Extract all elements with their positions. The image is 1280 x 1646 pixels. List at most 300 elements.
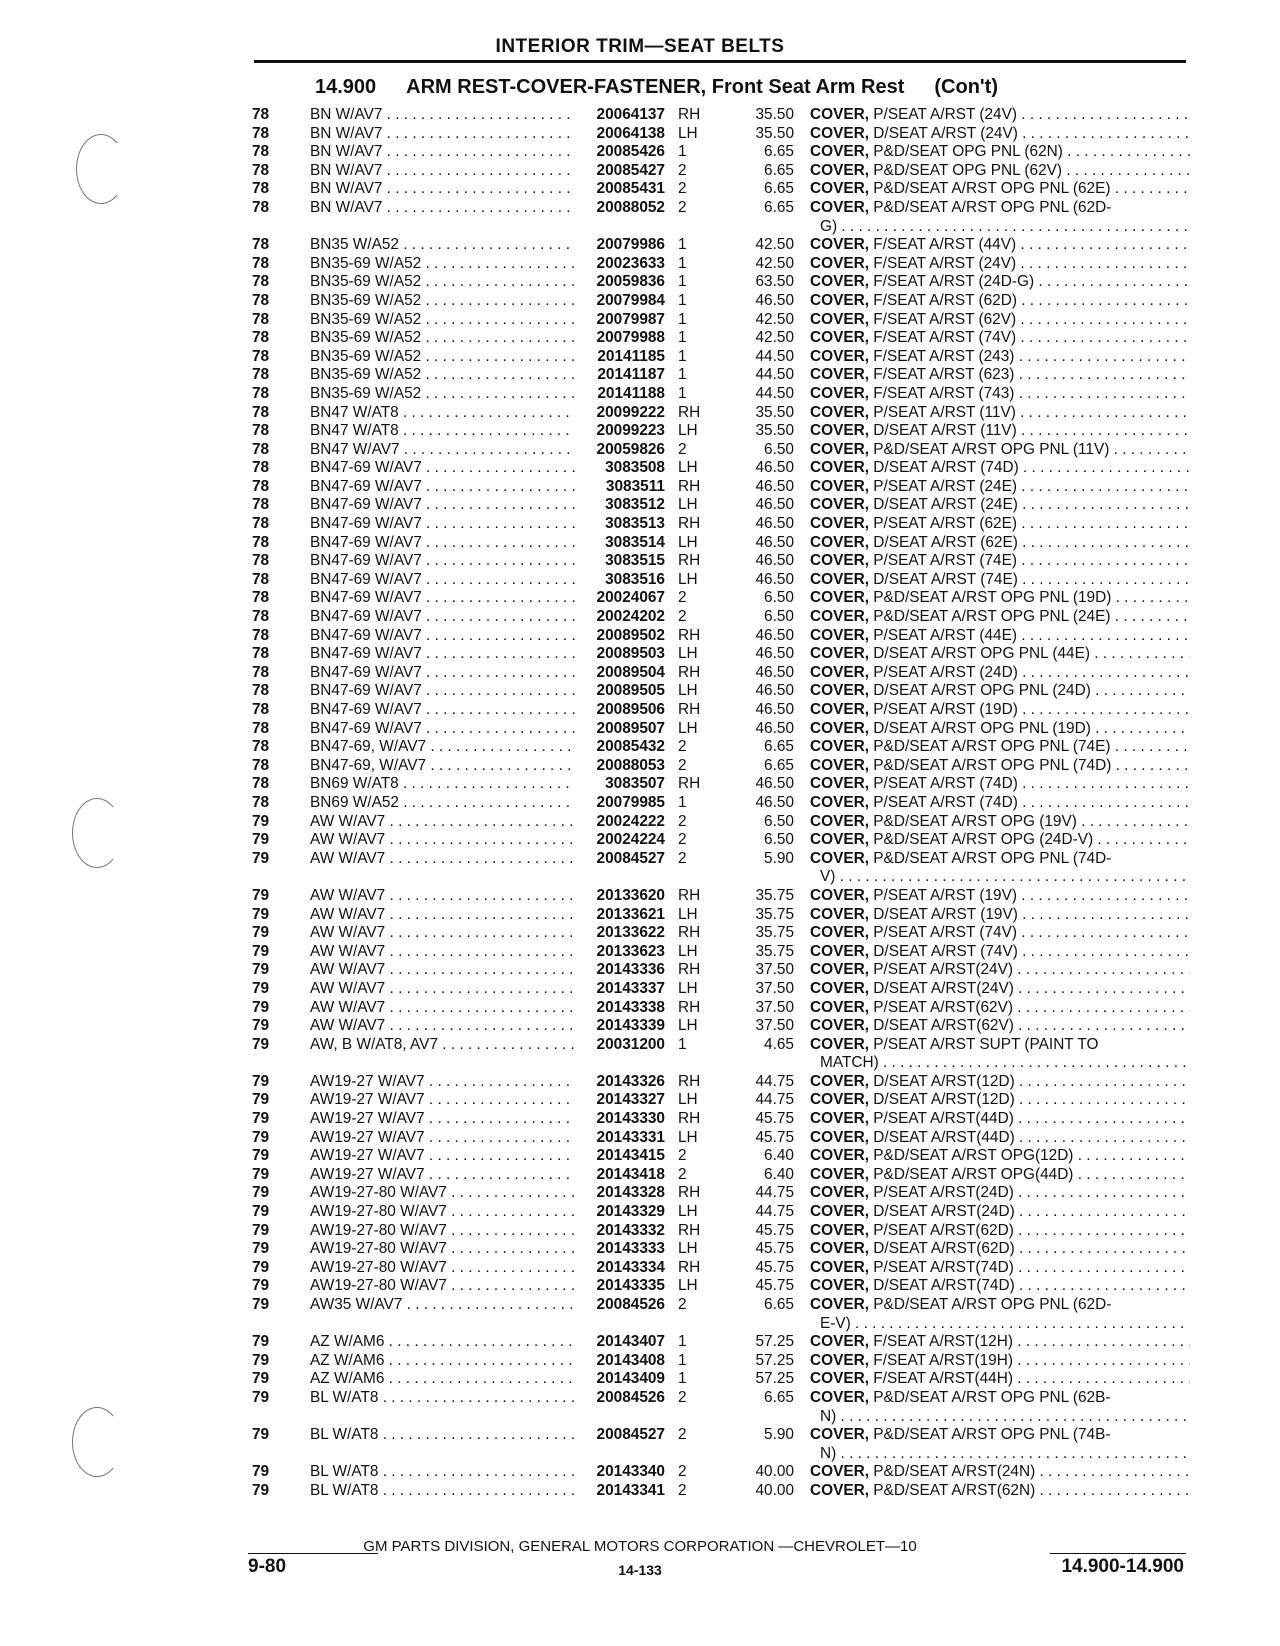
group-number-text: 78 — [252, 738, 270, 756]
price — [712, 1426, 794, 1445]
part-number-text: 20099222 — [596, 403, 665, 421]
description-noun: COVER, — [810, 682, 870, 700]
group-number-text: 79 — [252, 961, 270, 979]
part-number-text: 20143341 — [596, 1481, 665, 1499]
group-number — [252, 701, 292, 720]
price-text: 44.50 — [755, 384, 794, 402]
description-text: D/SEAT A/RST(44D) — [873, 1128, 1015, 1146]
price — [712, 943, 794, 962]
table-row — [250, 1426, 1190, 1445]
description-noun: COVER, — [810, 961, 870, 979]
part-number-text: 20141187 — [597, 366, 665, 384]
description — [810, 292, 1190, 311]
quantity — [678, 273, 708, 292]
group-number-text: 78 — [252, 273, 270, 291]
price — [712, 441, 794, 460]
part-number-text: 20023633 — [596, 254, 665, 272]
price-text: 46.50 — [755, 775, 794, 793]
model-application-text: AW19-27 W/AV7 — [310, 1165, 425, 1183]
quantity-text: LH — [678, 979, 698, 997]
group-number — [252, 608, 292, 627]
price-text: 6.65 — [764, 198, 794, 216]
description-text: D/SEAT A/RST(24V) — [873, 979, 1014, 997]
price-text: 40.00 — [755, 1481, 794, 1499]
description-text: P&D/SEAT A/RST OPG(12D) — [873, 1147, 1074, 1165]
description — [810, 552, 1190, 571]
table-row — [250, 701, 1190, 720]
table-row — [250, 143, 1190, 162]
quantity-text: 2 — [678, 756, 687, 774]
group-number — [252, 106, 292, 125]
price — [712, 1482, 794, 1501]
quantity — [678, 106, 708, 125]
group-number-text: 79 — [252, 942, 270, 960]
description — [810, 1017, 1190, 1036]
group-number — [252, 1184, 292, 1203]
group-number-text: 78 — [252, 198, 270, 216]
description-text: P&D/SEAT A/RST OPG PNL (24E) — [873, 608, 1111, 626]
description-text: P/SEAT A/RST (19D) — [873, 701, 1018, 718]
price — [712, 720, 794, 739]
part-number-text: 3083516 — [605, 570, 665, 588]
description-continuation — [820, 218, 1190, 237]
description — [810, 422, 1190, 441]
group-number-text: 79 — [252, 1296, 270, 1313]
group-number-text: 79 — [252, 1463, 270, 1481]
quantity-text: RH — [678, 998, 701, 1016]
page-header-title: INTERIOR TRIM—SEAT BELTS — [495, 36, 785, 57]
table-row — [250, 552, 1190, 571]
quantity-text: LH — [678, 570, 698, 588]
quantity-text: LH — [678, 645, 698, 663]
group-number — [252, 831, 292, 850]
price-text: 35.75 — [755, 942, 794, 960]
description-noun: COVER, — [810, 161, 870, 179]
description-noun: COVER, — [810, 347, 870, 365]
price-text: 46.50 — [755, 496, 794, 514]
description — [810, 1091, 1190, 1110]
part-number-text: 20089502 — [596, 626, 665, 644]
price — [712, 1259, 794, 1278]
description-noun: COVER, — [810, 905, 870, 923]
description-noun: COVER, — [810, 1240, 870, 1258]
quantity — [678, 496, 708, 515]
description-text: D/SEAT A/RST OPG PNL (44E) — [873, 645, 1090, 663]
description-text: P/SEAT A/RST(62V) — [873, 998, 1013, 1016]
quantity — [678, 311, 708, 330]
part-number — [575, 1240, 665, 1259]
group-number — [252, 1277, 292, 1296]
price-text: 45.75 — [755, 1110, 794, 1128]
group-number — [252, 813, 292, 832]
description-noun: COVER, — [810, 775, 870, 793]
quantity-text: LH — [678, 1203, 698, 1221]
part-number — [575, 1184, 665, 1203]
group-number-text: 79 — [252, 1110, 270, 1128]
price — [712, 125, 794, 144]
group-number — [252, 180, 292, 199]
model-application-text: AW W/AV7 — [310, 924, 386, 942]
description-noun: COVER, — [810, 589, 870, 607]
part-number-text: 3083515 — [605, 552, 665, 570]
group-number-text: 78 — [252, 589, 270, 607]
table-row — [250, 794, 1190, 813]
group-number-text: 79 — [252, 1035, 270, 1053]
price-text: 45.75 — [755, 1221, 794, 1239]
quantity — [678, 236, 708, 255]
description-noun: COVER, — [810, 1165, 870, 1183]
quantity — [678, 850, 708, 869]
group-number — [252, 255, 292, 274]
quantity-text: RH — [678, 886, 701, 904]
quantity — [678, 961, 708, 980]
model-application-text: BN47-69 W/AV7 — [310, 533, 422, 551]
quantity-text: RH — [678, 477, 701, 495]
model-application-text: BN69 W/A52 — [310, 793, 399, 811]
price — [712, 999, 794, 1018]
description — [810, 162, 1190, 181]
quantity-text: RH — [678, 775, 701, 793]
price-text: 6.65 — [764, 161, 794, 179]
table-row — [250, 1296, 1190, 1315]
table-row-continuation — [250, 1054, 1190, 1073]
group-number — [252, 125, 292, 144]
group-number-text: 78 — [252, 422, 270, 440]
description-text: F/SEAT A/RST(12H) — [873, 1333, 1013, 1351]
group-number-text: 79 — [252, 886, 270, 904]
part-number-text: 20084527 — [596, 1426, 665, 1444]
description — [810, 1426, 1190, 1445]
part-number — [575, 162, 665, 181]
model-application-text: AW19-27-80 W/AV7 — [310, 1277, 447, 1295]
part-number-text: 20143418 — [596, 1165, 665, 1183]
part-number — [575, 143, 665, 162]
price-text: 44.75 — [755, 1091, 794, 1109]
part-number — [575, 701, 665, 720]
price-text: 6.65 — [764, 756, 794, 774]
model-application-text: BN47-69 W/AV7 — [310, 570, 422, 588]
description-continuation-text: MATCH) — [820, 1054, 879, 1072]
price — [712, 552, 794, 571]
part-number — [575, 571, 665, 590]
table-row — [250, 366, 1190, 385]
model-application-text: BN W/AV7 — [310, 198, 383, 216]
group-number — [252, 906, 292, 925]
part-number — [575, 1296, 665, 1315]
quantity — [678, 1073, 708, 1092]
table-row — [250, 775, 1190, 794]
model-application-text: BN47-69 W/AV7 — [310, 701, 422, 718]
quantity-text: 1 — [678, 793, 687, 811]
quantity-text: 2 — [678, 738, 687, 756]
part-number — [575, 404, 665, 423]
part-number-text: 20059836 — [596, 273, 665, 291]
part-number — [575, 794, 665, 813]
model-application-text: AZ W/AM6 — [310, 1333, 385, 1351]
model-application-text: BN47-69 W/AV7 — [310, 682, 422, 700]
description-text: P/SEAT A/RST (19V) — [873, 886, 1017, 904]
description-text: P/SEAT A/RST SUPT (PAINT TO — [873, 1035, 1099, 1053]
table-row — [250, 627, 1190, 646]
quantity — [678, 794, 708, 813]
quantity — [678, 589, 708, 608]
price-text: 63.50 — [755, 273, 794, 291]
part-number — [575, 1166, 665, 1185]
quantity — [678, 1184, 708, 1203]
description-text: D/SEAT A/RST(62V) — [873, 1017, 1014, 1035]
description — [810, 589, 1190, 608]
price — [712, 1091, 794, 1110]
quantity — [678, 292, 708, 311]
table-row — [250, 608, 1190, 627]
model-application-text: BN35 W/A52 — [310, 236, 399, 254]
quantity-text: 1 — [678, 273, 687, 291]
description-continuation — [820, 1054, 1190, 1073]
group-number — [252, 441, 292, 460]
table-row — [250, 943, 1190, 962]
price — [712, 645, 794, 664]
price-text: 42.50 — [755, 254, 794, 272]
group-number-text: 78 — [252, 440, 270, 458]
group-number — [252, 348, 292, 367]
group-number-text: 78 — [252, 756, 270, 774]
quantity — [678, 1166, 708, 1185]
description-noun: COVER, — [810, 626, 870, 644]
quantity — [678, 348, 708, 367]
price — [712, 850, 794, 869]
quantity — [678, 999, 708, 1018]
model-application-text: AW W/AV7 — [310, 942, 386, 960]
description-text: P/SEAT A/RST(44D) — [873, 1110, 1014, 1128]
price-text: 46.50 — [755, 682, 794, 700]
model-application-text: BN47-69 W/AV7 — [310, 459, 422, 477]
model-application-text: BN35-69 W/A52 — [310, 366, 422, 384]
description-noun: COVER, — [810, 1221, 870, 1239]
description-noun: COVER, — [810, 1110, 870, 1128]
group-number — [252, 459, 292, 478]
part-number — [575, 720, 665, 739]
part-number-text: 20079987 — [596, 310, 665, 328]
group-number — [252, 664, 292, 683]
price-text: 57.25 — [755, 1351, 794, 1369]
quantity — [678, 980, 708, 999]
price-text: 35.50 — [755, 106, 794, 123]
description-text: P&D/SEAT OPG PNL (62N) — [873, 143, 1063, 161]
description-text: P/SEAT A/RST (44E) — [873, 626, 1017, 644]
quantity-text: RH — [678, 106, 701, 123]
price-text: 6.50 — [764, 440, 794, 458]
part-number — [575, 608, 665, 627]
part-number-text: 20024224 — [596, 831, 665, 849]
section-number: 14.900 — [315, 76, 377, 98]
price — [712, 775, 794, 794]
table-row — [250, 311, 1190, 330]
group-number-text: 78 — [252, 608, 270, 626]
description-noun: COVER, — [810, 719, 870, 737]
description-noun: COVER, — [810, 273, 870, 291]
model-application-text: AW19-27-80 W/AV7 — [310, 1240, 447, 1258]
model-application-text: BN47-69 W/AV7 — [310, 589, 422, 607]
table-row — [250, 664, 1190, 683]
price-text: 44.50 — [755, 347, 794, 365]
description-text: P&D/SEAT A/RST OPG PNL (74D) — [873, 756, 1112, 774]
part-number-text: 20064138 — [596, 124, 665, 142]
price-text: 46.50 — [755, 459, 794, 477]
part-number-text: 20133622 — [596, 924, 665, 942]
table-row — [250, 645, 1190, 664]
price — [712, 199, 794, 218]
description-text: F/SEAT A/RST (24D-G) — [873, 273, 1035, 291]
description-noun: COVER, — [810, 1258, 870, 1276]
header-rule — [254, 60, 1186, 63]
part-number — [575, 311, 665, 330]
description-text: P&D/SEAT A/RST OPG PNL (62B- — [873, 1388, 1111, 1406]
description-text: P&D/SEAT A/RST(62N) — [873, 1481, 1036, 1499]
part-number — [575, 348, 665, 367]
group-number-text: 79 — [252, 1147, 270, 1165]
group-number-text: 78 — [252, 570, 270, 588]
part-number — [575, 496, 665, 515]
description-text: F/SEAT A/RST (243) — [873, 347, 1015, 365]
group-number — [252, 1352, 292, 1371]
part-number — [575, 292, 665, 311]
table-row — [250, 180, 1190, 199]
table-row-continuation — [250, 1408, 1190, 1427]
description-noun: COVER, — [810, 236, 870, 254]
binder-hole-bottom — [72, 1407, 122, 1477]
price-text: 6.65 — [764, 1296, 794, 1313]
part-number-text: 20143339 — [596, 1017, 665, 1035]
quantity-text: LH — [678, 459, 698, 477]
table-row — [250, 534, 1190, 553]
group-number-text: 79 — [252, 812, 270, 830]
table-row — [250, 682, 1190, 701]
quantity — [678, 329, 708, 348]
description — [810, 255, 1190, 274]
model-application-text: BN47 W/AV7 — [310, 440, 400, 458]
part-number — [575, 1463, 665, 1482]
part-number-text: 20079988 — [596, 329, 665, 347]
quantity — [678, 255, 708, 274]
part-number — [575, 924, 665, 943]
table-row — [250, 1389, 1190, 1408]
quantity-text: 1 — [678, 291, 687, 309]
group-number — [252, 366, 292, 385]
part-number — [575, 459, 665, 478]
price-text: 6.50 — [764, 608, 794, 626]
group-number — [252, 645, 292, 664]
description-text: P/SEAT A/RST(24V) — [873, 961, 1013, 979]
quantity-text: 2 — [678, 198, 687, 216]
description-noun: COVER, — [810, 663, 870, 681]
description-text: P/SEAT A/RST (24V) — [873, 106, 1017, 123]
group-number-text: 78 — [252, 291, 270, 309]
model-application-text: BN69 W/AT8 — [310, 775, 399, 793]
table-row — [250, 404, 1190, 423]
quantity-text: LH — [678, 1277, 698, 1295]
part-number-text: 20143336 — [596, 961, 665, 979]
description — [810, 682, 1190, 701]
price-text: 6.65 — [764, 143, 794, 161]
table-row — [250, 1091, 1190, 1110]
description-noun: COVER, — [810, 477, 870, 495]
price — [712, 1166, 794, 1185]
group-number-text: 78 — [252, 143, 270, 161]
footer-section-range: 14.900-14.900 — [1061, 1556, 1184, 1577]
price-text: 35.75 — [755, 905, 794, 923]
price-text: 37.50 — [755, 1017, 794, 1035]
price-text: 57.25 — [755, 1333, 794, 1351]
group-number — [252, 1370, 292, 1389]
quantity — [678, 534, 708, 553]
group-number — [252, 478, 292, 497]
table-row — [250, 1073, 1190, 1092]
price-text: 6.50 — [764, 831, 794, 849]
part-number — [575, 627, 665, 646]
quantity — [678, 775, 708, 794]
part-number-text: 20133620 — [596, 886, 665, 904]
description-noun: COVER, — [810, 570, 870, 588]
model-application-text: BN47-69 W/AV7 — [310, 515, 422, 533]
part-number-text: 20099223 — [596, 422, 665, 440]
description — [810, 627, 1190, 646]
quantity-text: LH — [678, 1128, 698, 1146]
price-text: 37.50 — [755, 998, 794, 1016]
group-number — [252, 1203, 292, 1222]
price-text: 42.50 — [755, 329, 794, 347]
group-number — [252, 329, 292, 348]
table-row — [250, 831, 1190, 850]
table-row-continuation — [250, 868, 1190, 887]
section-heading — [315, 76, 998, 99]
description — [810, 794, 1190, 813]
quantity-text: LH — [678, 422, 698, 440]
description-text: D/SEAT A/RST (62E) — [873, 533, 1018, 551]
description — [810, 106, 1190, 125]
group-number — [252, 1389, 292, 1408]
quantity-text: RH — [678, 1221, 701, 1239]
description — [810, 143, 1190, 162]
part-number — [575, 329, 665, 348]
part-number — [575, 125, 665, 144]
group-number — [252, 738, 292, 757]
part-number-text: 20059826 — [596, 440, 665, 458]
part-number-text: 20089507 — [596, 719, 665, 737]
quantity — [678, 887, 708, 906]
model-application-text: BN47-69, W/AV7 — [310, 738, 427, 756]
description-text: P&D/SEAT OPG PNL (62V) — [873, 161, 1063, 179]
group-number-text: 79 — [252, 924, 270, 942]
description-text: P&D/SEAT A/RST OPG PNL (62D- — [873, 1296, 1112, 1313]
part-number-text: 20084527 — [596, 849, 665, 867]
parts-table — [250, 106, 1190, 1501]
description — [810, 515, 1190, 534]
quantity — [678, 422, 708, 441]
description — [810, 236, 1190, 255]
quantity-text: RH — [678, 924, 701, 942]
table-row — [250, 329, 1190, 348]
model-application-text: BN W/AV7 — [310, 180, 383, 198]
group-number-text: 79 — [252, 1203, 270, 1221]
quantity-text: 2 — [678, 440, 687, 458]
price — [712, 1463, 794, 1482]
quantity-text: LH — [678, 124, 698, 142]
description — [810, 1166, 1190, 1185]
part-number-text: 3083513 — [605, 515, 665, 533]
group-number — [252, 534, 292, 553]
group-number-text: 78 — [252, 793, 270, 811]
description-noun: COVER, — [810, 459, 870, 477]
